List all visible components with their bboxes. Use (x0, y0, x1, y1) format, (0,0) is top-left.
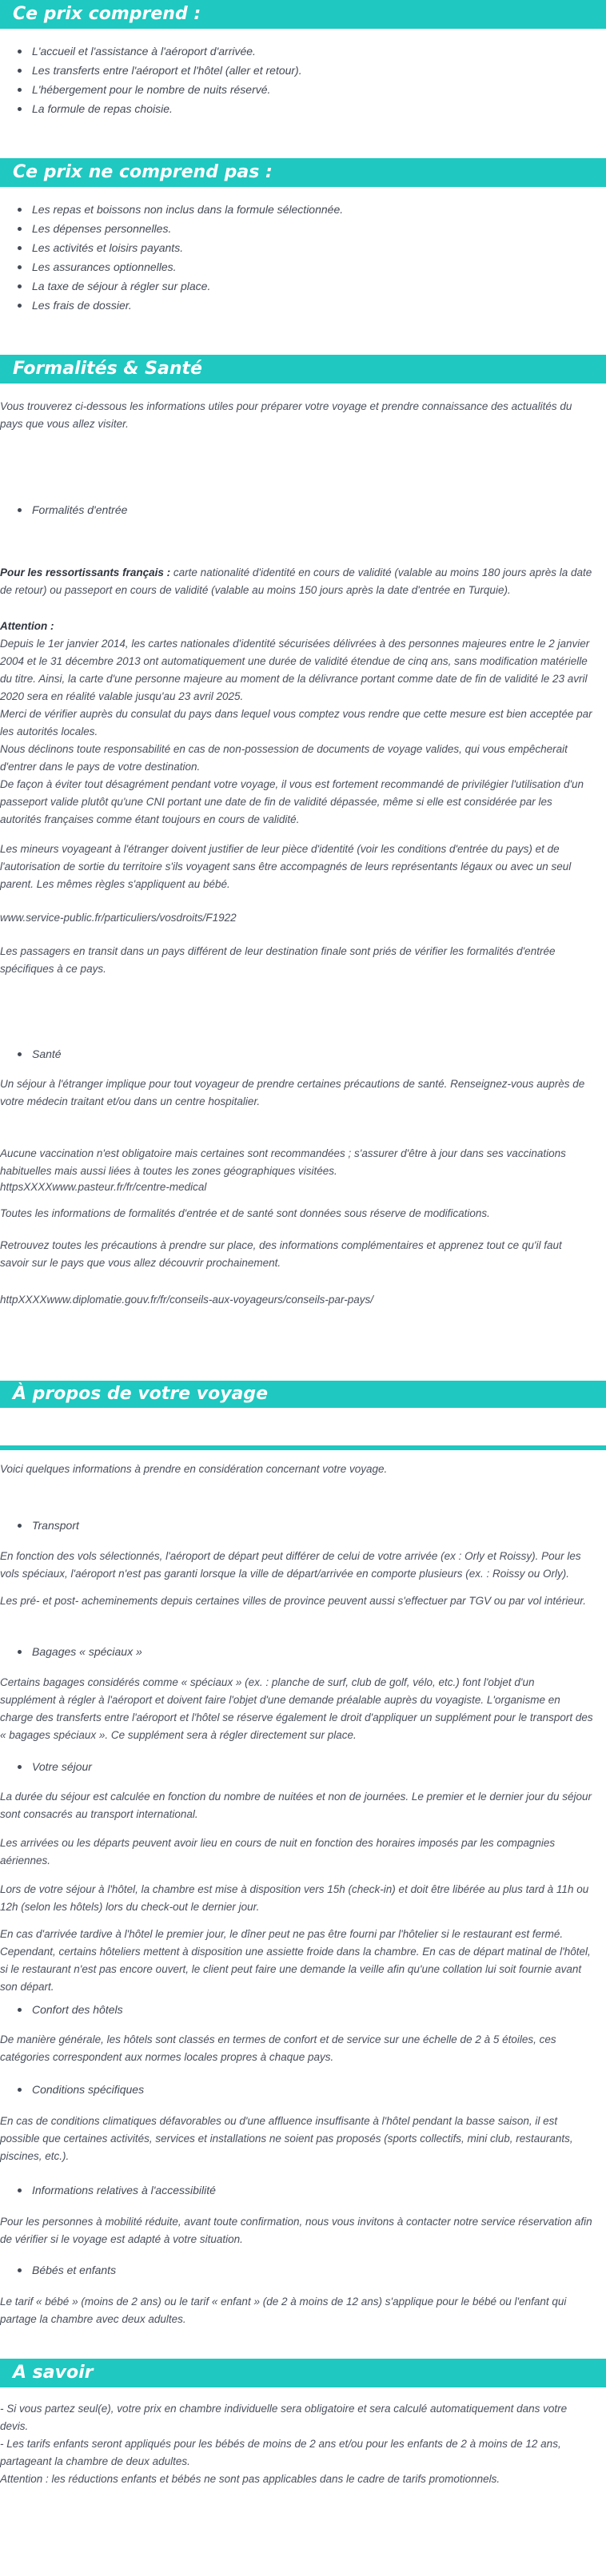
minors-paragraph: Les mineurs voyageant à l'étranger doivent justifier de leur pièce d'identité (voir les conditions d'entrée du pays) et de l'autorisation de sortie du territoire s'ils voyagent sans être accompagnés de leurs représentants légaux ou avec un seul parent. Les mêmes règles s'appliquent au bébé. (0, 843, 572, 890)
list-item: Les activités et loisirs payants. (18, 238, 593, 257)
list-item: L'accueil et l'assistance à l'aéroport d'arrivée. (18, 42, 593, 61)
reserve-paragraph: Toutes les informations de formalités d'entrée et de santé sont données sous réserve de modifications. (0, 1207, 490, 1219)
know-block (0, 2400, 593, 2488)
accessibility-heading: Informations relatives à l'accessibilité (18, 2181, 216, 2199)
transit-paragraph: Les passagers en transit dans un pays différent de leur destination finale sont priés de vérifier les formalités d'entrée spécifiques à ce pays. (0, 945, 556, 975)
diplomatie-link[interactable]: httpXXXXwww.diplomatie.gouv.fr/fr/conseils-aux-voyageurs/conseils-par-pays/ (0, 1294, 373, 1306)
know-line: - Les tarifs enfants seront appliqués pour les bébés de moins de 2 ans et/ou pour les enfants de 2 à moins de 12 ans, partageant la chambre de deux adultes. (0, 2438, 561, 2467)
attention-line: Merci de vérifier auprès du consulat du pays dans lequel vous comptez vous rendre que cette mesure est bien acceptée par les autorités locales. (0, 708, 592, 737)
list-item: La taxe de séjour à régler sur place. (18, 276, 593, 296)
attention-text: Depuis le 1er janvier 2014, les cartes nationales d'identité sécurisées délivrées à des personnes majeures entre le 2 janvier 2004 et le 31 décembre 2013 ont automatiquement une durée de validité étendue de cinq ans, sans modification matérielle du titre. Ainsi, la carte d'une personne majeure au moment de la délivrance portant comme date de fin de validité le 23 avril 2020 sera en réalité valable jusqu'au 23 avril 2025. (0, 638, 590, 702)
health-heading: Santé (18, 1045, 62, 1063)
transport-paragraph: En fonction des vols sélectionnés, l'aéroport de départ peut différer de celui de votre arrivée (ex : Orly et Roissy). Pour les vols spéciaux, l'aéroport n'est pas garanti lorsque la ville de départ/arrivée en comporte plusieurs (ex. : Roissy ou Orly). (0, 1550, 581, 1580)
stay-paragraph: La durée du séjour est calculée en fonction du nombre de nuitées et non de journées. Le premier et le dernier jour du séjour sont consacrés au transport international. (0, 1791, 592, 1820)
residents-label: Pour les ressortissants français : (0, 566, 171, 578)
list-item: Les transferts entre l'aéroport et l'hôtel (aller et retour). (18, 61, 593, 80)
babies-paragraph: Le tarif « bébé » (moins de 2 ans) ou le tarif « enfant » (de 2 à moins de 12 ans) s'applique pour le bébé ou l'enfant qui partage la chambre avec deux adultes. (0, 2296, 567, 2325)
stay-paragraph: Lors de votre séjour à l'hôtel, la chambre est mise à disposition vers 15h (check-in) et doit être libérée au plus tard à 11h ou 12h (selon les hôtels) lors du check-out le dernier jour. (0, 1883, 589, 1913)
attention-block (0, 618, 593, 829)
vaccines-paragraph: Aucune vaccination n'est obligatoire mais certaines sont recommandées ; s'assurer d'être à jour dans ses vaccinations habituelles mais aussi liées à toutes les zones géographiques visitées. (0, 1147, 566, 1177)
babies-heading: Bébés et enfants (18, 2261, 116, 2279)
comfort-paragraph: De manière générale, les hôtels sont classés en termes de confort et de service sur une échelle de 2 à 5 étoiles, ces catégories correspondent aux normes locales propres à chaque pays. (0, 2033, 556, 2063)
attention-label: Attention : (0, 620, 54, 632)
list-item: La formule de repas choisie. (18, 99, 593, 118)
transport-heading: Transport (18, 1517, 79, 1534)
luggage-heading: Bagages « spéciaux » (18, 1643, 142, 1660)
comfort-heading: Confort des hôtels (18, 2001, 123, 2018)
section-header-excluded: Ce prix ne comprend pas : (0, 158, 606, 187)
attention-line: De façon à éviter tout désagrément pendant votre voyage, il vous est fortement recommandé de privilégier l'utilisation d'un passeport valide plutôt qu'une CNI portant une date de fin de validité dépassée, même si elle est considérée par les autorités françaises comme étant toujours en cours de validité. (0, 778, 584, 825)
transport-paragraph-2: Les pré- et post- acheminements depuis certaines villes de province peuvent aussi s'effectuer par TGV ou par vol intérieur. (0, 1595, 586, 1607)
list-item: Les assurances optionnelles. (18, 257, 593, 276)
list-item: L'hébergement pour le nombre de nuits réservé. (18, 80, 593, 99)
health-paragraph: Un séjour à l'étranger implique pour tout voyageur de prendre certaines précautions de santé. Renseignez-vous auprès de votre médecin traitant et/ou dans un centre hospitalier. (0, 1078, 585, 1107)
about-intro: Voici quelques informations à prendre en considération concernant votre voyage. (0, 1463, 388, 1475)
entry-heading: Formalités d'entrée (18, 501, 127, 519)
residents-text: carte nationalité d'identité en cours de validité (valable au moins 180 jours après la date de retour) ou passeport en cours de validité (valable au moins 150 jours après la date d'entrée en Turquie). (0, 566, 592, 596)
section-header-know: A savoir (0, 2359, 606, 2387)
accessibility-paragraph: Pour les personnes à mobilité réduite, avant toute confirmation, nous vous invitons à contacter notre service réservation afin de vérifier si le voyage est adapté à votre situation. (0, 2216, 592, 2245)
list-item: Les repas et boissons non inclus dans la formule sélectionnée. (18, 200, 593, 219)
conditions-paragraph: En cas de conditions climatiques défavorables ou d'une affluence insuffisante à l'hôtel pendant la basse saison, il est possible que certaines activités, services et installations ne soient pas proposés (sports collectifs, mini club, restaurants, piscines, etc.). (0, 2115, 573, 2162)
section-header-included: Ce prix comprend : (0, 0, 606, 29)
conditions-heading: Conditions spécifiques (18, 2081, 144, 2098)
more-paragraph: Retrouvez toutes les précautions à prendre sur place, des informations complémentaires et apprenez tout ce qu'il faut savoir sur le pays que vous allez découvrir prochainement. (0, 1239, 562, 1269)
included-list (18, 42, 593, 118)
list-item: Les frais de dossier. (18, 296, 593, 315)
section-header-about: À propos de votre voyage (0, 1381, 606, 1408)
stay-paragraph: Les arrivées ou les départs peuvent avoir lieu en cours de nuit en fonction des horaires imposés par les compagnies aériennes. (0, 1837, 556, 1866)
know-line: - Si vous partez seul(e), votre prix en chambre individuelle sera obligatoire et sera calculé automatiquement dans votre devis. (0, 2403, 568, 2432)
luggage-paragraph: Certains bagages considérés comme « spéciaux » (ex. : planche de surf, club de golf, vélo, etc.) font l'objet d'un supplément à régler à l'aéroport et doivent faire l'objet d'une demande préalable auprès du voyagiste. L'organisme en charge des transferts entre l'aéroport et l'hôtel se réserve également le droit d'appliquer un supplément pour le transport des « bagages spéciaux ». Ce supplément sera à régler directement sur place. (0, 1676, 593, 1741)
stay-paragraph: En cas d'arrivée tardive à l'hôtel le premier jour, le dîner peut ne pas être fourni par l'hôtelier si le restaurant est fermé. Cependant, certains hôteliers mettent à disposition une assiette froide dans la chambre. En cas de départ matinal de l'hôtel, si le restaurant n'est pas encore ouvert, le client peut faire une demande la veille afin qu'une collation lui soit fournie avant son départ. (0, 1928, 591, 1993)
know-line: Attention : les réductions enfants et bébés ne sont pas applicables dans le cadre de tarifs promotionnels. (0, 2473, 500, 2485)
formalities-intro: Vous trouverez ci-dessous les informations utiles pour préparer votre voyage et prendre connaissance des actualités du pays que vous allez visiter. (0, 400, 572, 430)
excluded-list (18, 200, 593, 315)
service-public-link[interactable]: www.service-public.fr/particuliers/vosdroits/F1922 (0, 912, 237, 924)
stay-heading: Votre séjour (18, 1758, 92, 1775)
list-item: Les dépenses personnelles. (18, 219, 593, 238)
attention-line: Nous déclinons toute responsabilité en cas de non-possession de documents de voyage valides, qui vous empêcherait d'entrer dans le pays de votre destination. (0, 743, 568, 773)
pasteur-link[interactable]: httpsXXXXwww.pasteur.fr/fr/centre-medical (0, 1181, 207, 1193)
section-divider (0, 1445, 606, 1450)
residents-paragraph (0, 564, 593, 599)
section-header-formalities: Formalités & Santé (0, 355, 606, 384)
